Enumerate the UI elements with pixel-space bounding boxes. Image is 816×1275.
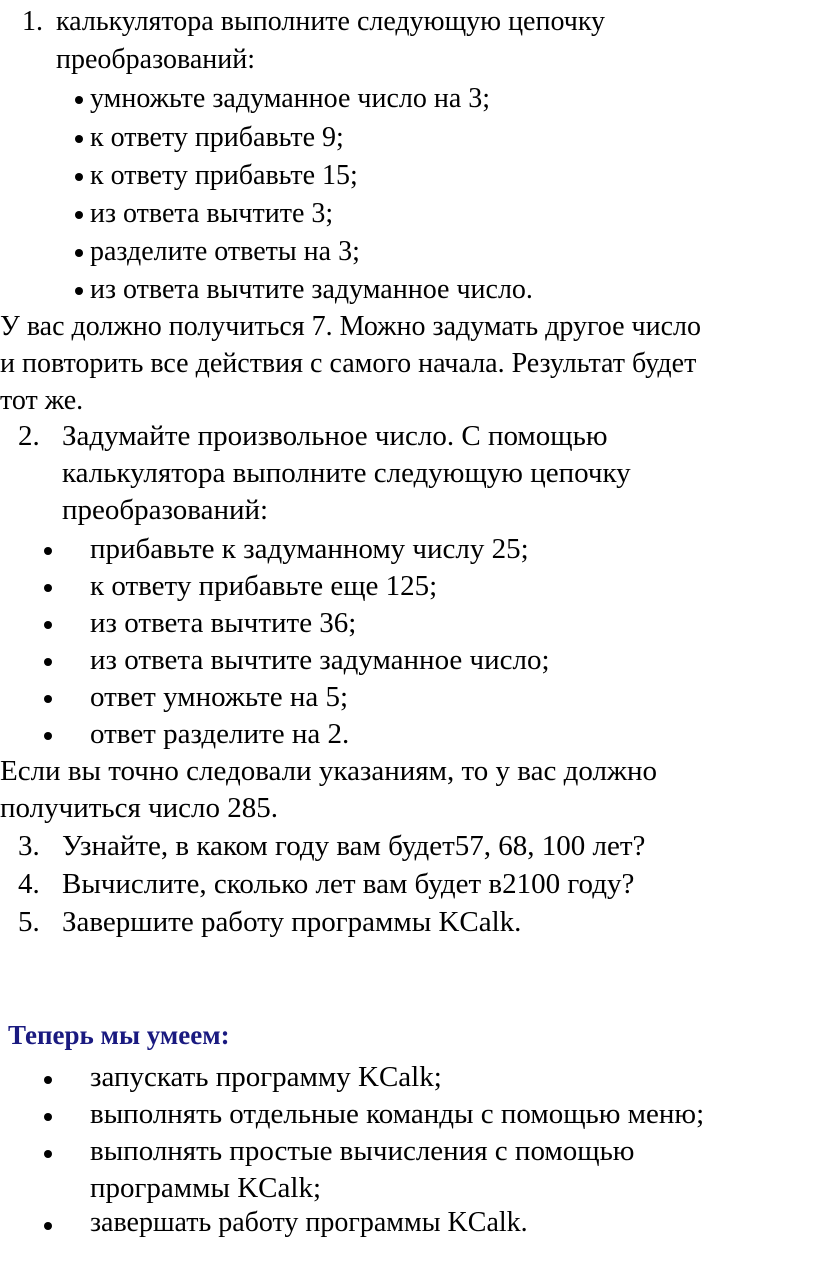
task-1-intro-line-2: преобразований: [56, 44, 255, 75]
task-1-step-4: из ответа вычтите 3; [90, 198, 334, 229]
bullet-icon [75, 96, 83, 104]
bullet-icon [44, 732, 52, 740]
task-4-text: Вычислите, сколько лет вам будет в2100 году? [62, 868, 635, 900]
bullet-icon [44, 695, 52, 703]
task-2-intro-line-2: калькулятора выполните следующую цепочку [62, 457, 631, 489]
bullet-icon [44, 1076, 52, 1084]
task-3-text: Узнайте, в каком году вам будет57, 68, 100 лет? [62, 830, 646, 862]
skills-item-4: завершать работу программы KCalk. [90, 1207, 528, 1238]
skills-heading: Теперь мы умеем: [8, 1020, 230, 1050]
task-5-number: 5. [18, 906, 40, 938]
task-1-result-line-3: тот же. [0, 385, 84, 416]
bullet-icon [44, 547, 52, 555]
bullet-icon [44, 1222, 52, 1230]
task-1-step-2: к ответу прибавьте 9; [90, 122, 344, 153]
task-1-intro-line-1: калькулятора выполните следующую цепочку [56, 6, 606, 37]
task-3-number: 3. [18, 830, 40, 862]
skills-item-3: выполнять простые вычисления с помощью [90, 1135, 635, 1167]
bullet-icon [75, 173, 83, 181]
bullet-icon [44, 621, 52, 629]
bullet-icon [75, 135, 83, 143]
task-4-number: 4. [18, 868, 40, 900]
bullet-icon [44, 658, 52, 666]
task-2-step-6: ответ разделите на 2. [90, 718, 350, 750]
bullet-icon [75, 287, 83, 295]
task-2-intro-line-3: преобразований: [62, 494, 269, 526]
bullet-icon [44, 1150, 52, 1158]
task-1-step-6: из ответа вычтите задуманное число. [90, 274, 533, 305]
task-1-result-line-2: и повторить все действия с самого начала. Результат будет [0, 348, 697, 379]
task-2-step-4: из ответа вычтите задуманное число; [90, 644, 550, 676]
task-1-step-1: умножьте задуманное число на 3; [90, 83, 491, 114]
task-2-step-1: прибавьте к задуманному числу 25; [90, 533, 529, 565]
bullet-icon [75, 249, 83, 257]
task-1-step-5: разделите ответы на 3; [90, 236, 360, 267]
task-2-intro-line-1: Задумайте произвольное число. С помощью [62, 420, 608, 452]
task-2-step-5: ответ умножьте на 5; [90, 681, 349, 713]
task-1-step-3: к ответу прибавьте 15; [90, 160, 358, 191]
bullet-icon [75, 211, 83, 219]
task-2-step-2: к ответу прибавьте еще 125; [90, 570, 438, 602]
bullet-icon [44, 584, 52, 592]
bullet-icon [44, 1113, 52, 1121]
task-2-result-line-2: получиться число 285. [0, 792, 279, 824]
task-1-result-line-1: У вас должно получиться 7. Можно задумать другое число [0, 311, 702, 342]
task-2-step-3: из ответа вычтите 36; [90, 607, 357, 639]
task-2-number: 2. [18, 420, 40, 452]
skills-item-1: запускать программу KCalk; [90, 1061, 442, 1093]
task-1-number: 1. [22, 6, 43, 37]
skills-item-2: выполнять отдельные команды с помощью меню; [90, 1098, 705, 1130]
task-5-text: Завершите работу программы KCalk. [62, 906, 522, 938]
skills-item-3-continuation: программы KCalk; [90, 1172, 321, 1204]
task-2-result-line-1: Если вы точно следовали указаниям, то у вас должно [0, 755, 657, 787]
